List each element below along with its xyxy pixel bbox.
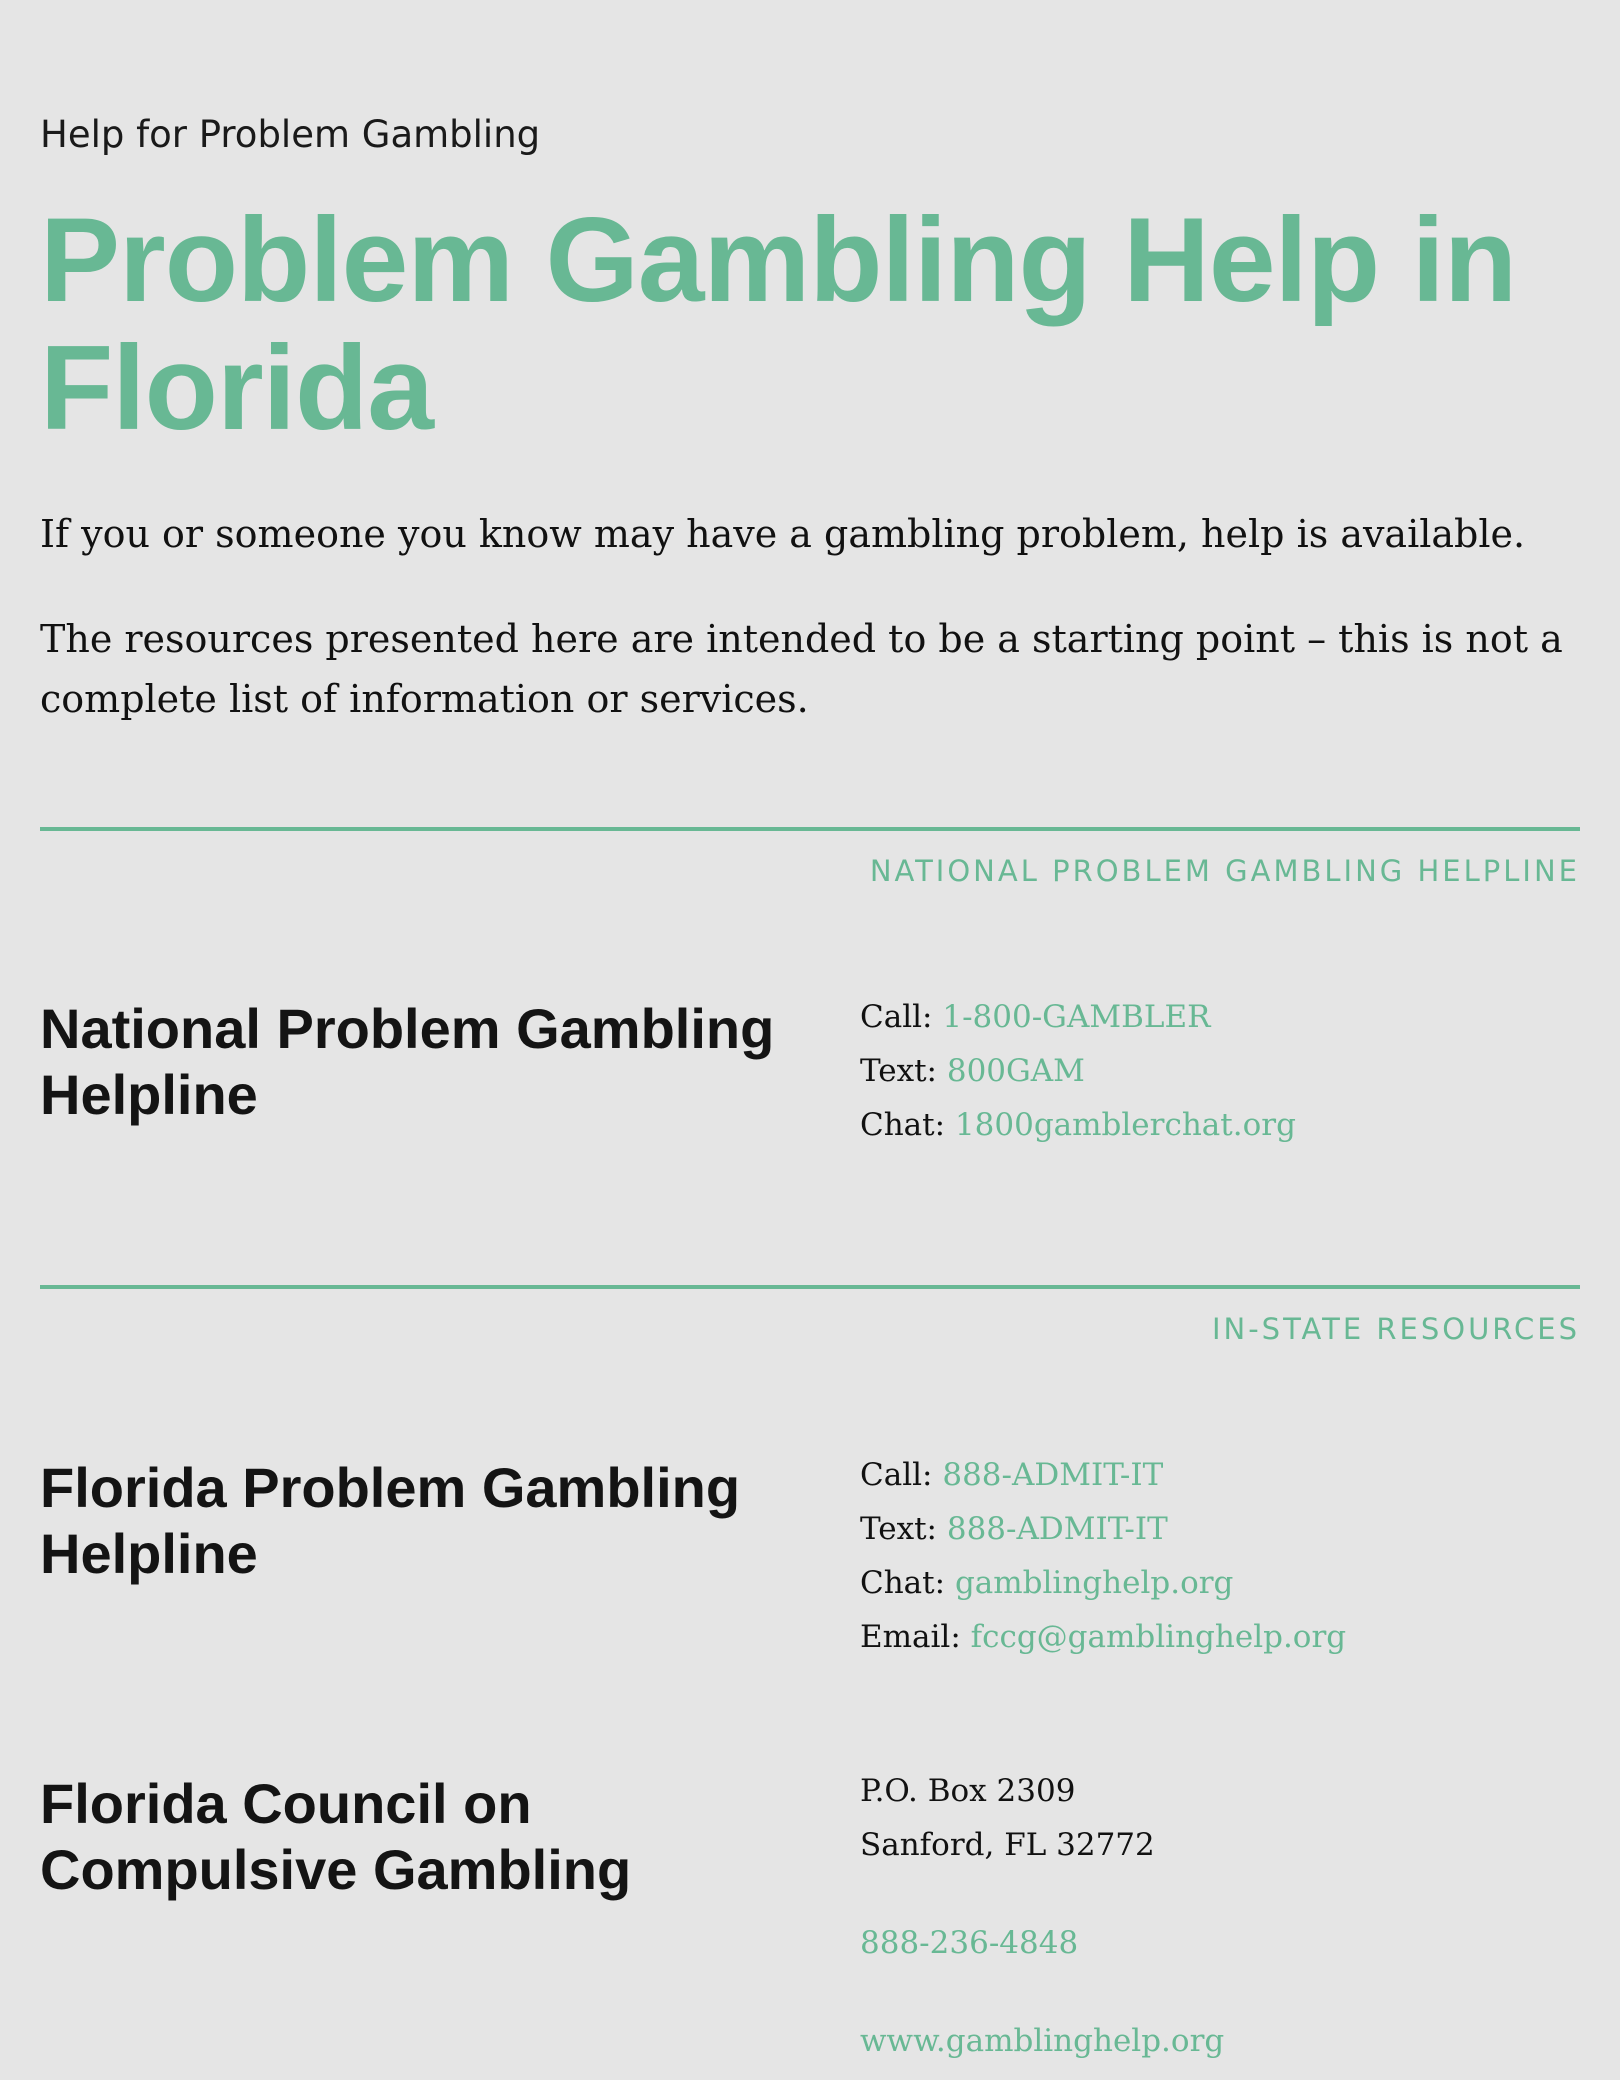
text-link[interactable]: 800GAM: [946, 1053, 1085, 1089]
phone-link[interactable]: 888-236-4848: [860, 1925, 1079, 1961]
website-row: [860, 2014, 1580, 2068]
intro-paragraph-2: The resources presented here are intended to be a starting point – this is not a complete list of information or services.: [40, 617, 1563, 721]
intro-paragraph-1: If you or someone you know may have a gambling problem, help is available.: [40, 512, 1526, 556]
address-line-2: Sanford, FL 32772: [860, 1827, 1155, 1863]
page-title: Problem Gambling Help in Florida: [40, 193, 1517, 455]
text-link[interactable]: 888-ADMIT-IT: [946, 1511, 1168, 1547]
chat-label: Chat:: [860, 1565, 955, 1601]
contact-block-national-helpline: [860, 990, 1580, 1152]
section-label-national: NATIONAL PROBLEM GAMBLING HELPLINE: [869, 854, 1580, 888]
email-link[interactable]: fccg@gamblinghelp.org: [970, 1619, 1347, 1655]
spacer: [860, 1970, 1580, 2014]
contact-call-row: [860, 990, 1580, 1044]
address-line-1: P.O. Box 2309: [860, 1773, 1076, 1809]
contact-block-florida-council: [860, 1764, 1580, 2068]
text-label: Text:: [860, 1053, 947, 1089]
section-divider-instate: [40, 1285, 1580, 1289]
contact-chat-row: [860, 1556, 1580, 1610]
spacer: [860, 1872, 1580, 1916]
call-label: Call:: [860, 999, 943, 1035]
chat-label: Chat:: [860, 1107, 955, 1143]
eyebrow-text: Help for Problem Gambling: [40, 113, 541, 156]
chat-link[interactable]: gamblinghelp.org: [954, 1565, 1234, 1601]
org-name-florida-council: Florida Council on Compulsive Gambling: [40, 1772, 632, 1901]
contact-chat-row: [860, 1098, 1580, 1152]
call-label: Call:: [860, 1457, 943, 1493]
website-link[interactable]: www.gamblinghelp.org: [860, 2023, 1225, 2059]
contact-email-row: [860, 1610, 1580, 1664]
email-label: Email:: [860, 1619, 971, 1655]
chat-link[interactable]: 1800gamblerchat.org: [954, 1107, 1296, 1143]
org-name-national-helpline: National Problem Gambling Helpline: [40, 997, 775, 1126]
contact-block-florida-helpline: [860, 1448, 1580, 1664]
section-label-instate: IN-STATE RESOURCES: [1211, 1312, 1580, 1346]
text-label: Text:: [860, 1511, 947, 1547]
contact-call-row: [860, 1448, 1580, 1502]
call-link[interactable]: 888-ADMIT-IT: [942, 1457, 1164, 1493]
contact-text-row: [860, 1502, 1580, 1556]
call-link[interactable]: 1-800-GAMBLER: [942, 999, 1211, 1035]
phone-row: [860, 1916, 1580, 1970]
contact-text-row: [860, 1044, 1580, 1098]
org-name-florida-helpline: Florida Problem Gambling Helpline: [40, 1456, 741, 1585]
section-divider-national: [40, 827, 1580, 831]
